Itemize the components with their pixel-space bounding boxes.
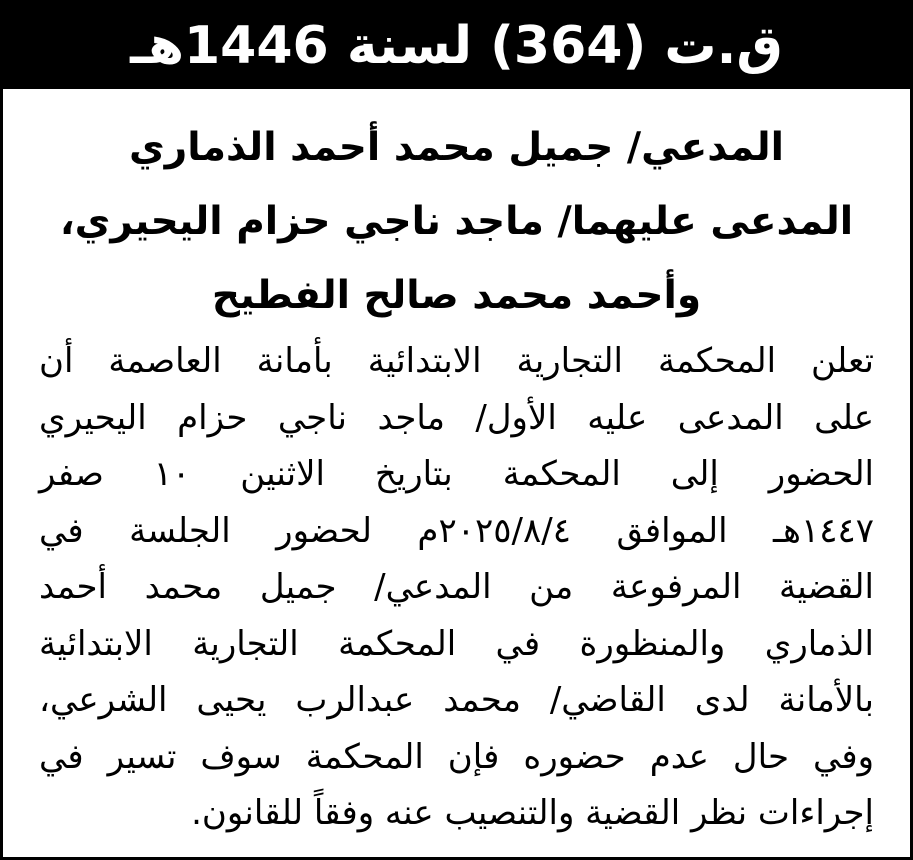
notice-body	[39, 333, 874, 842]
body-line: تعلن المحكمة التجارية الابتدائية بأمانة العاصمة أن	[39, 341, 874, 381]
body-line: الذماري والمنظورة في المحكمة التجارية الابتدائية	[39, 623, 874, 664]
body-line: وفي حال عدم حضوره فإن المحكمة سوف تسير في	[39, 736, 874, 777]
body-line: ١٤٤٧هـ الموافق ٢٠٢٥/٨/٤م لحضور الجلسة في	[39, 510, 874, 551]
body-line: على المدعى عليه الأول/ ماجد ناجي حزام اليحيري	[39, 397, 874, 438]
body-line: الحضور إلى المحكمة بتاريخ الاثنين ١٠ صفر	[39, 454, 874, 494]
header-bar	[3, 3, 910, 89]
defendants-line: المدعى عليهما/ ماجد ناجي حزام اليحيري،	[59, 199, 854, 244]
body-line: بالأمانة لدى القاضي/ محمد عبدالرب يحيى الشرعي،	[39, 680, 874, 720]
defendants-line-continued: وأحمد محمد صالح الفطيح	[211, 273, 702, 318]
parties-block	[23, 111, 890, 333]
case-number-title: ق.ت (364) لسنة 1446هـ	[130, 16, 783, 76]
plaintiff-line: المدعي/ جميل محمد أحمد الذماري	[129, 125, 784, 170]
body-line: القضية المرفوعة من المدعي/ جميل محمد أحمد	[39, 567, 874, 607]
body-line: إجراءات نظر القضية والتنصيب عنه وفقاً للقانون.	[191, 793, 874, 833]
